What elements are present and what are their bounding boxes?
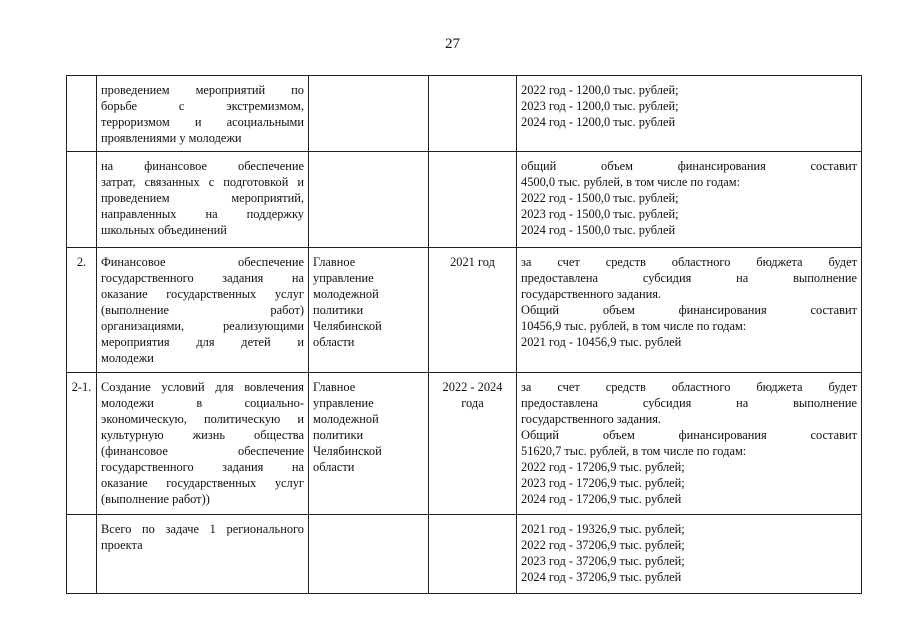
activity-name-line: (финансовое обеспечение [101, 444, 304, 458]
activity-name-line: направленных на поддержку [101, 207, 304, 221]
period-cell: 2021 год [429, 248, 517, 373]
page-number: 27 [445, 36, 460, 52]
responsible-line: Главное [313, 255, 356, 269]
responsible-cell [309, 248, 429, 373]
period-cell: 2022 - 2024 года [429, 373, 517, 515]
financing-line: предоставлена субсидия на выполнение [521, 396, 857, 410]
activity-name-cell [97, 152, 309, 248]
financing-line: Общий объем финансирования составит [521, 428, 857, 442]
activity-name-line: экономическую, политическую и [101, 412, 304, 426]
activity-name-line: Создание условий для вовлечения [101, 380, 304, 394]
responsible-line: управление [313, 396, 374, 410]
financing-line: государственного задания. [521, 412, 661, 426]
responsible-line: молодежной [313, 412, 379, 426]
activity-name-line: Финансовое обеспечение [101, 255, 304, 269]
table-row [67, 152, 862, 248]
activity-name-line: государственного задания на [101, 460, 304, 474]
activity-name-line: оказание государственных услуг [101, 287, 304, 301]
table-row [67, 373, 862, 515]
responsible-line: Челябинской [313, 444, 382, 458]
table-row [67, 248, 862, 373]
activity-name-line: терроризмом и асоциальными [101, 115, 304, 129]
activity-name-line: проекта [101, 538, 143, 552]
responsible-line: политики [313, 303, 364, 317]
activity-name-line: Всего по задаче 1 регионального [101, 522, 304, 536]
responsible-cell [309, 152, 429, 248]
activity-name-cell [97, 515, 309, 594]
financing-line: государственного задания. [521, 287, 661, 301]
row-number-cell [67, 76, 97, 152]
period-cell [429, 515, 517, 594]
responsible-line: молодежной [313, 287, 379, 301]
table-body [67, 76, 862, 594]
activity-name-line: проявлениями у молодежи [101, 131, 242, 145]
financing-line: 2024 год - 1500,0 тыс. рублей [521, 223, 676, 237]
period-cell [429, 76, 517, 152]
responsible-line: управление [313, 271, 374, 285]
financing-line: Общий объем финансирования составит [521, 303, 857, 317]
financing-cell [517, 373, 862, 515]
activity-name-line: культурную жизнь общества [101, 428, 304, 442]
financing-line: 2024 год - 37206,9 тыс. рублей [521, 570, 682, 584]
activity-name-line: проведением мероприятий по [101, 83, 304, 97]
financing-line: за счет средств областного бюджета будет [521, 255, 857, 269]
activity-name-cell [97, 248, 309, 373]
financing-line: 2022 год - 1500,0 тыс. рублей; [521, 191, 679, 205]
activity-name-line: (выполнение работ) [101, 303, 304, 317]
responsible-line: Челябинской [313, 319, 382, 333]
activity-name-line: организациями, реализующими [101, 319, 304, 333]
financing-line: 4500,0 тыс. рублей, в том числе по годам: [521, 175, 741, 189]
financing-cell [517, 515, 862, 594]
row-number-cell: 2. [67, 248, 97, 373]
financing-cell [517, 248, 862, 373]
activity-name-line: молодежи в социально- [101, 396, 304, 410]
financing-line: 2023 год - 37206,9 тыс. рублей; [521, 554, 685, 568]
financing-line: 2023 год - 1200,0 тыс. рублей; [521, 99, 679, 113]
table-row [67, 515, 862, 594]
financing-line: за счет средств областного бюджета будет [521, 380, 857, 394]
financing-cell [517, 76, 862, 152]
activity-name-line: государственного задания на [101, 271, 304, 285]
activity-name-line: затрат, связанных с подготовкой и [101, 175, 304, 189]
activity-name-line: (выполнение работ)) [101, 492, 210, 506]
activity-name-cell [97, 373, 309, 515]
activity-name-line: школьных объединений [101, 223, 227, 237]
activity-name-line: мероприятия для детей и [101, 335, 304, 349]
program-table [66, 75, 862, 594]
responsible-cell [309, 76, 429, 152]
financing-line: 2024 год - 1200,0 тыс. рублей [521, 115, 676, 129]
responsible-cell [309, 373, 429, 515]
period-cell [429, 152, 517, 248]
activity-name-line: проведением мероприятий, [101, 191, 304, 205]
financing-line: 2023 год - 1500,0 тыс. рублей; [521, 207, 679, 221]
financing-line: 2022 год - 1200,0 тыс. рублей; [521, 83, 679, 97]
financing-line: 51620,7 тыс. рублей, в том числе по годам: [521, 444, 747, 458]
responsible-line: области [313, 460, 355, 474]
financing-line: 2023 год - 17206,9 тыс. рублей; [521, 476, 685, 490]
financing-line: предоставлена субсидия на выполнение [521, 271, 857, 285]
activity-name-line: на финансовое обеспечение [101, 159, 304, 173]
financing-line: 10456,9 тыс. рублей, в том числе по годам: [521, 319, 747, 333]
financing-line: 2024 год - 17206,9 тыс. рублей [521, 492, 682, 506]
row-number-cell [67, 515, 97, 594]
responsible-cell [309, 515, 429, 594]
financing-line: общий объем финансирования составит [521, 159, 857, 173]
financing-line: 2021 год - 19326,9 тыс. рублей; [521, 522, 685, 536]
activity-name-cell [97, 76, 309, 152]
activity-name-line: оказание государственных услуг [101, 476, 304, 490]
row-number-cell [67, 152, 97, 248]
activity-name-line: борьбе с экстремизмом, [101, 99, 304, 113]
table-row [67, 76, 862, 152]
financing-line: 2022 год - 37206,9 тыс. рублей; [521, 538, 685, 552]
responsible-line: политики [313, 428, 364, 442]
responsible-line: Главное [313, 380, 356, 394]
financing-line: 2022 год - 17206,9 тыс. рублей; [521, 460, 685, 474]
responsible-line: области [313, 335, 355, 349]
financing-line: 2021 год - 10456,9 тыс. рублей [521, 335, 682, 349]
activity-name-line: молодежи [101, 351, 154, 365]
row-number-cell: 2-1. [67, 373, 97, 515]
financing-cell [517, 152, 862, 248]
